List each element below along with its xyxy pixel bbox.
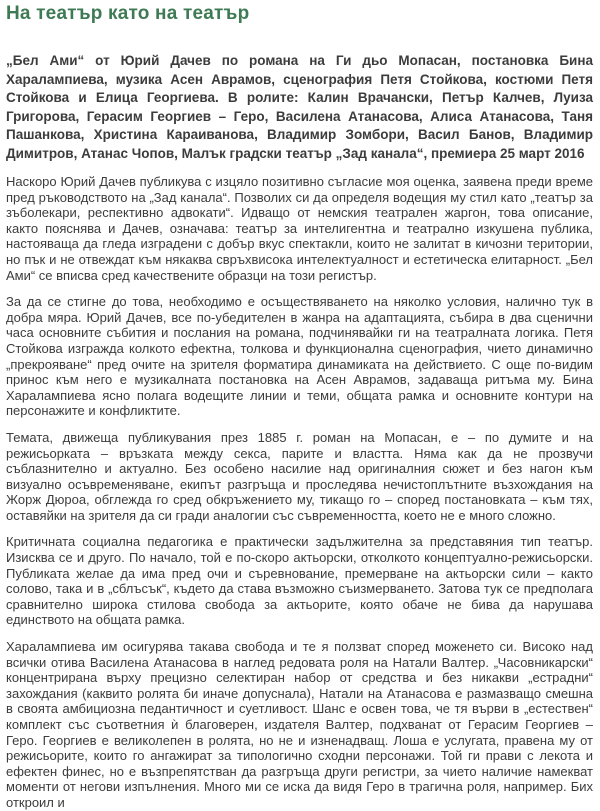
body-paragraph: Наскоро Юрий Дачев публикува с изцяло позитивно съгласие моя оценка, заявена преди време пред ръководството на „Зад канала“. Позволих си да определя водещия му стил като „театър за зъболекари, респективно адвокати“. Идващо от немския театрален жаргон, това описание, както пояснява и Дачев, означава: театър за интелигентна и театрално изкушена публика, настояваща да гледа изградени с добър вкус спектакли, които не залитат в кичозни територии, но пък и не отвеждат към някаква свръхвисока интелектуалност и естетическа елитарност. „Бел Ами“ се вписва сред качествените образци на този регистър. — [6, 174, 593, 283]
article-page — [0, 3, 600, 811]
page-title: На театър като на театър — [6, 3, 250, 24]
body-paragraph: За да се стигне до това, необходимо е осъществяването на няколко условия, налично тук в добра мяра. Юрий Дачев, все по-убедителен в жанра на адаптацията, събира в два сценични часа основните събития и послания на романа, подчинявайки ги на театралната логика. Петя Стойкова изгражда колкото ефектна, толкова и функционална сценография, чието динамично „прекрояване“ пред очите на зрителя форматира динамиката на действието. С още по-видим принос към него е музикалната постановка на Асен Аврамов, задаваща ритъма му. Бина Харалампиева ясно полага водещите линии и теми, общата рамка и основните контури на персонажите и конфликтите. — [6, 294, 593, 419]
body-paragraph: Темата, движеща публикувания през 1885 г. роман на Мопасан, е – по думите и на режисьорката – връзката между секса, парите и властта. Няма как да не прозвучи съблазнително и актуално. Без особено насилие над оригиналния сюжет и без нагон към визуално осъвременяване, екипът разгръща и проследява нечистоплътните възхождания на Жорж Дюроа, обглежда го сред обкръжението му, тикащо го – според постановката – към тях, оставяйки на зрителя да си гради аналогии със съвременността, което не е много сложно. — [6, 429, 593, 523]
credits-paragraph: „Бел Ами“ от Юрий Дачев по романа на Ги дьо Мопасан, постановка Бина Харалампиева, музика Асен Аврамов, сценография Петя Стойкова, костюми Петя Стойкова и Елица Георгиева. В ролите: Калин Врачански, Петър Калчев, Луиза Григорова, Герасим Георгиев – Геро, Василена Атанасова, Алиса Атанасова, Таня Пашанкова, Христина Караиванова, Владимир Зомбори, Васил Банов, Владимир Димитров, Атанас Чопов, Малък градски театър „Зад канала“, премиера 25 март 2016 — [6, 53, 593, 161]
body-paragraph: Харалампиева им осигурява такава свобода и те я ползват според моженето си. Високо над всички отива Василена Атанасова в наглед редовата роля на Натали Валтер. „Часовникарски“ концентрирана върху прецизно селектиран набор от средства и без никакви „естрадни“ захождания (каквито ролята би иначе допуснала), Натали на Атанасова е размазващо смешна в своята амбициозна педантичност и суетливост. Шанс е освен това, че тя върви в „естествен“ комплект със съответния ѝ благоверен, издателя Валтер, подхванат от Герасим Георгиев – Геро. Георгиев е великолепен в ролята, но не и изненадващ. Лоша е услугата, правена му от режисьорите, които го ангажират за типологично сходни персонажи. Той ги прави с лекота и ефектен финес, но е възпрепятстван да разгръща други регистри, за чието наличие намекват моменти от негови изпълнения. Много ми се иска да видя Геро в трагична роля, например. Бих откроил и — [6, 639, 593, 810]
body-paragraph: Критичната социална педагогика е практически задължителна за представяния тип театър. Изисква се и друго. По начало, той е по-скоро актьорски, отколкото концептуално-режисьорски. Публиката желае да има пред очи и съревнование, премерване на актьорски сили – както солово, така и в „сблъсък“, където да става възможно съизмерването. Затова тук се предполага сравнително широка стилова свобода за актьорите, която обаче не бива да нарушава единството на общата рамка. — [6, 534, 593, 628]
